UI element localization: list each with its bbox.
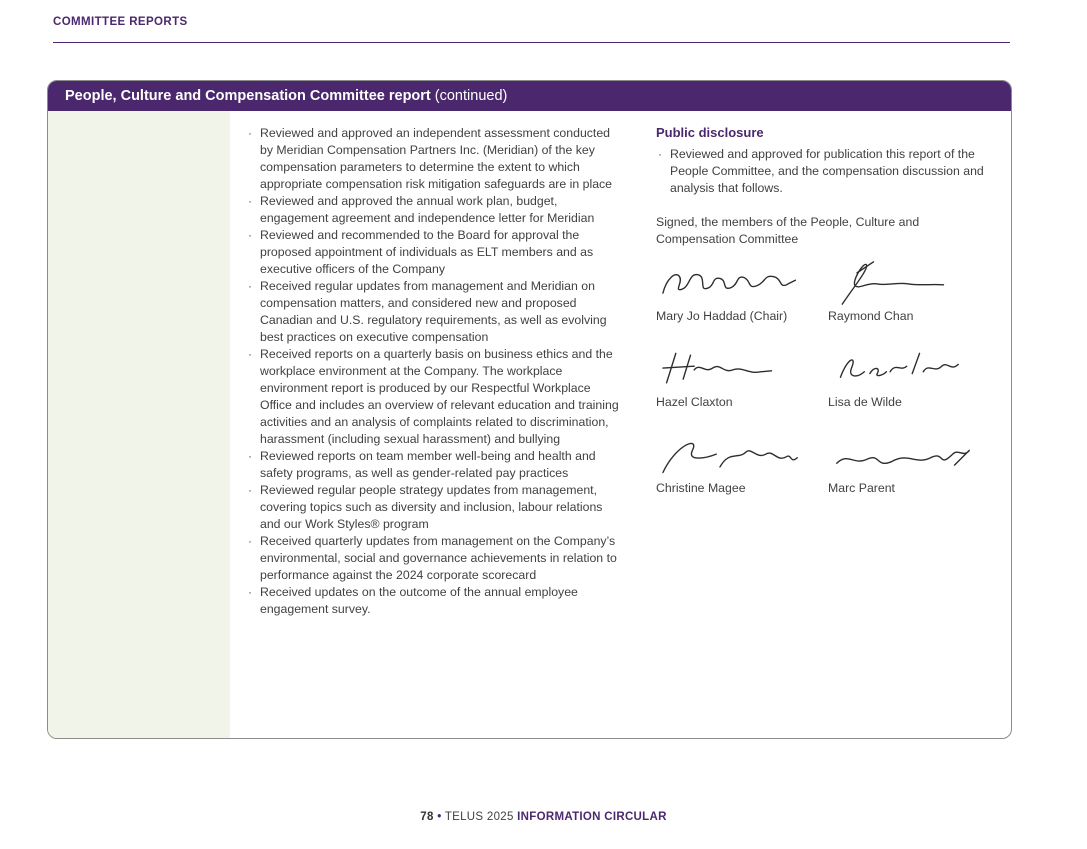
page-number: 78	[420, 811, 434, 823]
activity-item: · Reviewed and approved an independent assessment conducted by Meridian Compensation Partners Inc. (Meridian) of the key compensation parameters to determine the extent to which appropriate compensation risk mitigation safeguards are in place	[246, 125, 625, 193]
activity-item: · Reviewed reports on team member well-being and health and safety programs, as well as gender-related pay practices	[246, 448, 625, 482]
signature-mary-jo-haddad-icon	[656, 260, 806, 306]
activity-item: · Received reports on a quarterly basis on business ethics and the workplace environment at the Company. The workplace environment report is produced by our Respectful Workplace Office and includes an overview of relevant education and training activities and an analysis of complaints related to discrimination, harassment (including sexual harassment) and bullying	[246, 346, 625, 448]
signatory-name: Lisa de Wilde	[828, 395, 902, 409]
committee-report-card	[47, 80, 1012, 739]
doc-title-bold: INFORMATION CIRCULAR	[517, 811, 667, 823]
activity-item: · Reviewed and recommended to the Board for approval the proposed appointment of individuals as ELT members and as executive officers of the Company	[246, 227, 625, 278]
signatory-name: Christine Magee	[656, 481, 746, 495]
footer-separator: •	[437, 811, 442, 823]
activity-item: · Received regular updates from management and Meridian on compensation matters, and considered new and proposed Canadian and U.S. regulatory requirements, as well as evolving best practices on executive compensation	[246, 278, 625, 346]
signature-block-christine-magee	[656, 432, 828, 497]
signature-block-hazel-claxton	[656, 346, 828, 411]
public-disclosure-item: · Reviewed and approved for publication this report of the People Committee, and the compensation discussion and analysis that follows.	[656, 146, 987, 197]
signature-christine-magee-icon	[656, 432, 806, 478]
page-footer	[0, 811, 1087, 823]
signature-hazel-claxton-icon	[656, 346, 806, 392]
signed-statement: Signed, the members of the People, Culture and Compensation Committee	[656, 215, 920, 246]
signature-lisa-de-wilde-icon	[828, 346, 978, 392]
public-disclosure-list	[656, 146, 987, 197]
activities-list	[246, 125, 625, 618]
activities-column	[230, 111, 643, 738]
activity-item: · Reviewed and approved the annual work plan, budget, engagement agreement and independence letter for Meridian	[246, 193, 625, 227]
signatory-name: Hazel Claxton	[656, 395, 733, 409]
signatory-name: Raymond Chan	[828, 309, 914, 323]
activity-item: · Received updates on the outcome of the annual employee engagement survey.	[246, 584, 625, 618]
signature-marc-parent-icon	[828, 432, 978, 478]
header-rule	[53, 42, 1010, 43]
card-title: People, Culture and Compensation Committee report	[65, 88, 431, 104]
signature-block-lisa-de-wilde	[828, 346, 987, 411]
signatory-name: Mary Jo Haddad (Chair)	[656, 309, 788, 323]
signature-raymond-chan-icon	[828, 260, 978, 306]
signature-block-mary-jo-haddad	[656, 260, 828, 325]
card-header	[48, 81, 1011, 111]
card-title-continued: (continued)	[430, 88, 508, 104]
activity-item: · Reviewed regular people strategy updates from management, covering topics such as diversity and inclusion, labour relations and our Work Styles® program	[246, 482, 625, 533]
signatory-name: Marc Parent	[828, 481, 895, 495]
section-eyebrow: COMMITTEE REPORTS	[53, 16, 188, 28]
activity-item: · Received quarterly updates from management on the Company’s environmental, social and governance achievements in relation to performance against the 2024 corporate scorecard	[246, 533, 625, 584]
card-body	[48, 111, 1011, 738]
sidebar-accent-column	[48, 111, 230, 738]
public-disclosure-heading: Public disclosure	[656, 125, 764, 140]
signature-block-marc-parent	[828, 432, 987, 497]
signature-block-raymond-chan	[828, 260, 987, 325]
signature-grid	[656, 260, 987, 497]
public-disclosure-column	[643, 111, 1011, 738]
doc-title-regular: TELUS 2025	[444, 811, 514, 823]
